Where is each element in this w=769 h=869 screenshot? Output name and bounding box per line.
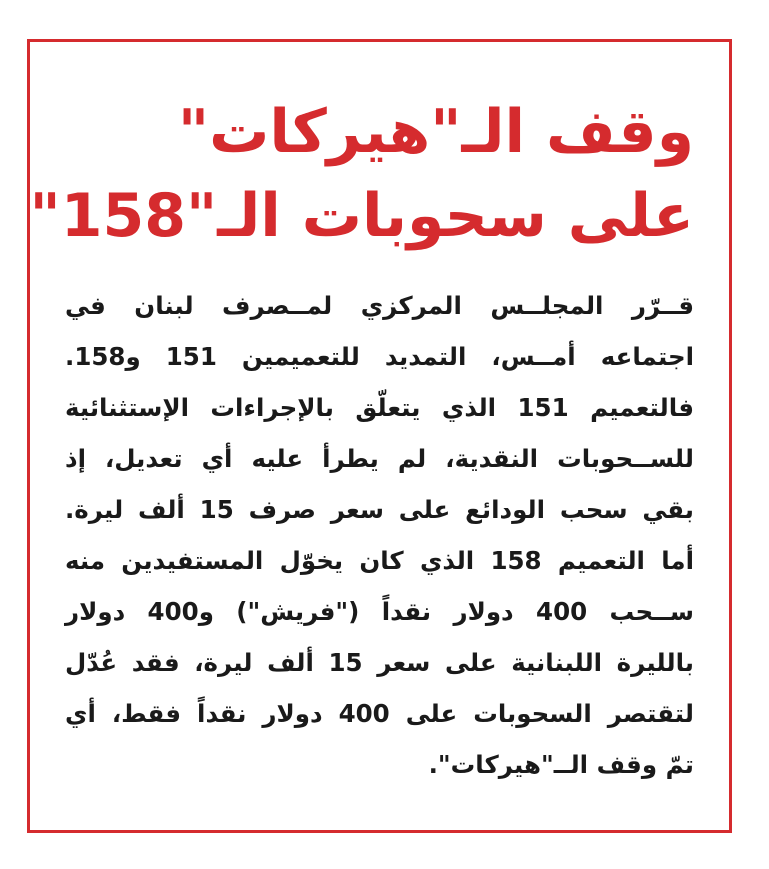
body-line: تمّ وقف الــ"هيركات". [428,750,694,779]
body-line: قــرّر المجلــس المركزي لمــصرف لبنان في [65,291,694,320]
body-line: اجتماعه أمــس، التمديد للتعميمين 151 و158. [65,342,694,371]
headline-line-1: وقف الـ"هيركات" [177,97,694,167]
body-line: فالتعميم 151 الذي يتعلّق بالإجراءات الإستثنائية [65,393,694,422]
body-line: بالليرة اللبنانية على سعر 15 ألف ليرة، فقد عُدّل [65,648,694,677]
body-line: أما التعميم 158 الذي كان يخوّل المستفيدين منه [65,546,694,575]
body-line: ســحب 400 دولار نقداً ("فريش") و400 دولار [65,597,694,626]
body-line: للســحوبات النقدية، لم يطرأ عليه أي تعديل، إذ [65,444,694,473]
headline [29,90,694,258]
article-body [65,280,694,790]
body-line: بقي سحب الودائع على سعر صرف 15 ألف ليرة. [65,495,694,524]
article-frame [27,39,732,833]
body-line: لتقتصر السحوبات على 400 دولار نقداً فقط، أي [65,699,694,728]
headline-line-2: على سحوبات الـ"158" [29,181,694,251]
